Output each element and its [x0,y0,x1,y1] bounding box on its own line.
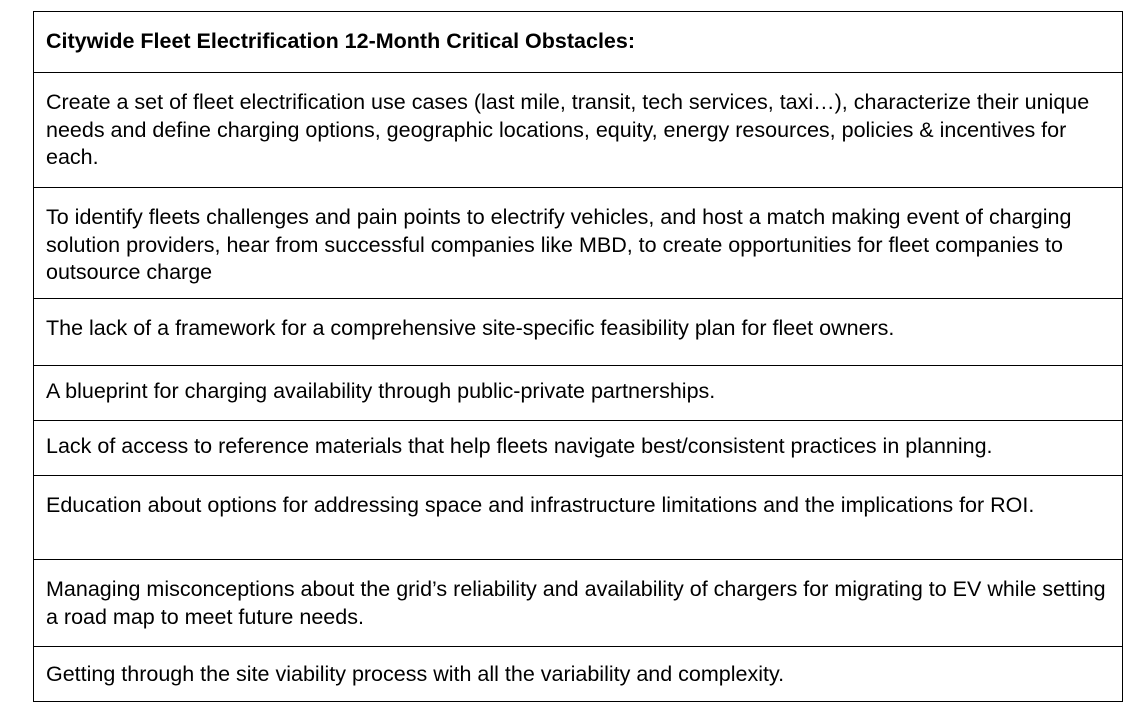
obstacle-cell: To identify fleets challenges and pain points to electrify vehicles, and host a match making event of charging solution providers, hear from successful companies like MBD, to create opportunities for fleet companies to outsource charge [34,188,1123,299]
obstacle-cell: A blueprint for charging availability through public-private partnerships. [34,366,1123,421]
table-row [34,366,1123,421]
obstacle-cell: The lack of a framework for a comprehensive site-specific feasibility plan for fleet owners. [34,299,1123,366]
obstacle-cell: Getting through the site viability process with all the variability and complexity. [34,647,1123,702]
obstacle-cell: Education about options for addressing space and infrastructure limitations and the implications for ROI. [34,476,1123,560]
table-row [34,421,1123,476]
obstacle-cell: Managing misconceptions about the grid’s reliability and availability of chargers for migrating to EV while setting a road map to meet future needs. [34,560,1123,647]
table-row [34,647,1123,702]
table-title: Citywide Fleet Electrification 12-Month Critical Obstacles: [34,12,1123,73]
table-row [34,188,1123,299]
table-row [34,476,1123,560]
obstacles-table [33,11,1123,702]
table-row [34,560,1123,647]
table-row [34,73,1123,188]
obstacle-cell: Lack of access to reference materials that help fleets navigate best/consistent practices in planning. [34,421,1123,476]
table-header-row [34,12,1123,73]
obstacle-cell: Create a set of fleet electrification use cases (last mile, transit, tech services, taxi…), characterize their unique needs and define charging options, geographic locations, equity, energy resources, policies & incentives for each. [34,73,1123,188]
table-row [34,299,1123,366]
